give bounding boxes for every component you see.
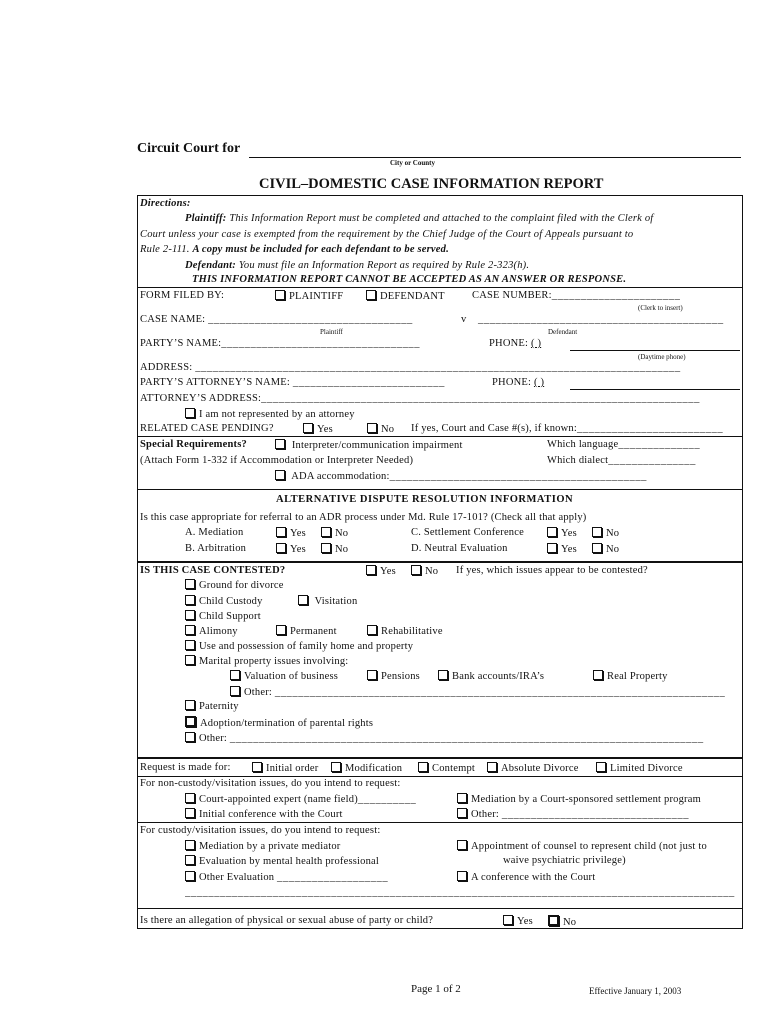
real-property-option[interactable] bbox=[593, 670, 668, 682]
checkbox-icon[interactable] bbox=[185, 855, 195, 865]
box-top bbox=[137, 195, 743, 196]
adr-mediation-yes[interactable] bbox=[276, 527, 306, 539]
checkbox-icon[interactable] bbox=[321, 527, 331, 537]
checkbox-icon[interactable] bbox=[596, 762, 606, 772]
adr-heading: ALTERNATIVE DISPUTE RESOLUTION INFORMATION bbox=[276, 494, 574, 505]
related-yes-label: Yes bbox=[317, 424, 333, 435]
attorney-name-label: PARTY’S ATTORNEY’S NAME: bbox=[140, 377, 291, 388]
plaintiff-option-label: PLAINTIFF bbox=[289, 291, 344, 302]
plaintiff-direction-line3 bbox=[140, 244, 449, 255]
yes-label: Yes bbox=[290, 528, 306, 539]
divider bbox=[137, 287, 743, 288]
divider bbox=[137, 757, 743, 759]
option-label: Ground for divorce bbox=[199, 580, 284, 591]
defendant-option-label: DEFENDANT bbox=[380, 291, 445, 302]
checkbox-icon[interactable] bbox=[366, 290, 376, 300]
checkbox-icon[interactable] bbox=[185, 408, 195, 418]
versus-text: v bbox=[461, 314, 467, 325]
related-case-details[interactable] bbox=[411, 423, 723, 434]
checkbox-icon[interactable] bbox=[593, 670, 603, 680]
attach-note: (Attach Form 1-332 if Accommodation or Interpreter Needed) bbox=[140, 455, 414, 466]
defendant-direction-text: You must file an Information Report as required by Rule 2-323(h). bbox=[238, 260, 530, 271]
yes-label: Yes bbox=[290, 544, 306, 555]
checkbox-icon[interactable] bbox=[457, 808, 467, 818]
valuation-option[interactable] bbox=[230, 670, 338, 682]
option-label: Other: bbox=[244, 687, 273, 698]
plaintiff-direction-line1 bbox=[185, 213, 653, 224]
visitation-option[interactable] bbox=[298, 595, 357, 607]
checkbox-icon[interactable] bbox=[185, 595, 195, 605]
interpreter-label: Interpreter/communication impairment bbox=[291, 440, 463, 451]
no-label: No bbox=[425, 566, 439, 577]
adr-neutral-label: D. Neutral Evaluation bbox=[411, 543, 508, 554]
other-evaluation-option[interactable] bbox=[185, 871, 388, 883]
checkbox-icon[interactable] bbox=[185, 732, 195, 742]
checkbox-icon[interactable] bbox=[503, 915, 513, 925]
checkbox-icon[interactable] bbox=[185, 640, 195, 650]
form-filed-label: FORM FILED BY: bbox=[140, 290, 225, 301]
box-bottom bbox=[137, 928, 743, 929]
other-blank[interactable]: _________________________________________________________________________________ bbox=[229, 733, 704, 744]
yes-label: Yes bbox=[517, 916, 533, 927]
plaintiff-direction-label: Plaintiff: bbox=[185, 213, 227, 224]
option-label: Initial order bbox=[266, 763, 319, 774]
related-case-label: RELATED CASE PENDING? bbox=[140, 423, 274, 434]
checkbox-icon[interactable] bbox=[457, 871, 467, 881]
defendant-direction bbox=[185, 260, 529, 271]
page-title: CIVIL–DOMESTIC CASE INFORMATION REPORT bbox=[259, 176, 604, 192]
option-label: Child Custody bbox=[199, 596, 263, 607]
dialect-label: Which dialect bbox=[547, 455, 609, 466]
no-label: No bbox=[563, 917, 577, 928]
rehabilitative-option[interactable] bbox=[367, 625, 443, 637]
not-represented-label: I am not represented by an attorney bbox=[199, 409, 355, 420]
option-label: Child Support bbox=[199, 611, 261, 622]
adr-question: Is this case appropriate for referral to an ADR process under Md. Rule 17-101? (Check all that apply) bbox=[140, 512, 587, 523]
checkbox-icon[interactable] bbox=[487, 762, 497, 772]
case-name-field[interactable] bbox=[140, 314, 413, 325]
non-custody-question: For non-custody/visitation issues, do you intend to request: bbox=[140, 778, 401, 789]
checkbox-icon[interactable] bbox=[321, 543, 331, 553]
plaintiff-direction-text1: This Information Report must be completed and attached to the complaint filed with the Clerk of bbox=[229, 213, 654, 224]
case-number-blank[interactable]: ______________________ bbox=[551, 290, 681, 301]
checkbox-icon[interactable] bbox=[548, 915, 559, 926]
option-label: Mediation by a Court-sponsored settlement program bbox=[471, 794, 701, 805]
other-blank[interactable]: ________________________________ bbox=[501, 809, 690, 820]
related-case-blank[interactable]: _________________________ bbox=[576, 423, 724, 434]
option-label: Alimony bbox=[199, 626, 238, 637]
dialect-field[interactable] bbox=[547, 455, 696, 466]
adr-neutral-no[interactable] bbox=[592, 543, 619, 555]
attorney-address-label: ATTORNEY’S ADDRESS: bbox=[140, 393, 262, 404]
abuse-question: Is there an allegation of physical or sexual abuse of party or child? bbox=[140, 915, 434, 926]
other-blank[interactable]: _____________________________________________________________________________ bbox=[274, 687, 726, 698]
defendant-option[interactable] bbox=[366, 290, 445, 302]
option-label: Other: bbox=[471, 809, 500, 820]
checkbox-icon[interactable] bbox=[303, 423, 313, 433]
yes-label: Yes bbox=[380, 566, 396, 577]
contested-other-option[interactable] bbox=[185, 732, 740, 744]
divider bbox=[137, 776, 743, 777]
adr-neutral-yes[interactable] bbox=[547, 543, 577, 555]
rule-text: Rule 2-111. bbox=[140, 244, 190, 255]
option-label: A conference with the Court bbox=[471, 872, 596, 883]
checkbox-icon[interactable] bbox=[185, 700, 195, 710]
attorney-phone-line bbox=[570, 389, 740, 390]
attorney-address-field[interactable] bbox=[140, 393, 700, 404]
plaintiff-sublabel: Plaintiff bbox=[320, 328, 343, 336]
option-label: Pensions bbox=[381, 671, 420, 682]
checkbox-icon[interactable] bbox=[547, 543, 557, 553]
party-name-field[interactable] bbox=[140, 338, 420, 349]
alimony-option[interactable] bbox=[185, 625, 238, 637]
no-label: No bbox=[606, 528, 620, 539]
other-evaluation-blank[interactable]: ___________________ bbox=[277, 872, 389, 883]
court-expert-blank[interactable]: __________ bbox=[357, 794, 417, 805]
related-if-yes-label: If yes, Court and Case #(s), if known: bbox=[411, 423, 577, 434]
related-no-label: No bbox=[381, 424, 395, 435]
adr-arbitration-label: B. Arbitration bbox=[185, 543, 247, 554]
plaintiff-direction-text2: Court unless your case is exempted from the requirement by the Chief Judge of the Court of Appeals pursuant to bbox=[140, 229, 634, 240]
interpreter-option[interactable] bbox=[275, 439, 463, 451]
contested-question: If yes, which issues appear to be contested? bbox=[456, 565, 648, 576]
option-label: Limited Divorce bbox=[610, 763, 683, 774]
checkbox-icon[interactable] bbox=[276, 625, 286, 635]
adr-settlement-no[interactable] bbox=[592, 527, 619, 539]
language-label: Which language bbox=[547, 439, 619, 450]
adr-settlement-label: C. Settlement Conference bbox=[411, 527, 524, 538]
yes-label: Yes bbox=[561, 544, 577, 555]
attorney-name-field[interactable] bbox=[140, 377, 445, 388]
clerk-note: (Clerk to insert) bbox=[638, 304, 683, 312]
option-label: Other: bbox=[199, 733, 228, 744]
checkbox-icon[interactable] bbox=[185, 716, 196, 727]
contempt-option[interactable] bbox=[418, 762, 475, 774]
option-label: Adoption/termination of parental rights bbox=[200, 718, 374, 729]
divider bbox=[137, 436, 743, 437]
checkbox-icon[interactable] bbox=[185, 840, 195, 850]
language-field[interactable] bbox=[547, 439, 700, 450]
party-phone-label: PHONE: bbox=[489, 338, 529, 349]
dialect-blank[interactable]: _______________ bbox=[608, 455, 696, 466]
related-yes-option[interactable] bbox=[303, 423, 333, 435]
option-label: Modification bbox=[345, 763, 403, 774]
checkbox-icon[interactable] bbox=[275, 439, 285, 449]
mediation-court-option[interactable] bbox=[457, 793, 701, 805]
page-number: Page 1 of 2 bbox=[411, 983, 461, 995]
effective-date: Effective January 1, 2003 bbox=[589, 986, 682, 996]
divider bbox=[137, 822, 743, 823]
ada-label: ADA accommodation: bbox=[291, 471, 390, 482]
mental-health-option[interactable] bbox=[185, 855, 379, 867]
adr-arbitration-yes[interactable] bbox=[276, 543, 306, 555]
special-requirements-label: Special Requirements? bbox=[140, 439, 247, 450]
marital-other-option[interactable] bbox=[230, 686, 740, 698]
waive-privilege-text: waive psychiatric privilege) bbox=[503, 855, 626, 866]
checkbox-icon[interactable] bbox=[185, 655, 195, 665]
checkbox-icon[interactable] bbox=[418, 762, 428, 772]
checkbox-icon[interactable] bbox=[185, 579, 195, 589]
request-label: Request is made for: bbox=[140, 762, 231, 773]
attorney-phone-label: PHONE: bbox=[492, 377, 532, 388]
divider bbox=[137, 489, 743, 490]
party-phone-value[interactable]: ( ) bbox=[530, 338, 542, 349]
option-label: Paternity bbox=[199, 701, 239, 712]
case-name-defendant-blank[interactable]: __________________________________________ bbox=[478, 314, 724, 325]
attorney-address-blank[interactable]: ___________________________________________________________________________ bbox=[261, 393, 700, 404]
option-label: Contempt bbox=[432, 763, 476, 774]
party-phone-field[interactable] bbox=[489, 338, 541, 349]
yes-label: Yes bbox=[561, 528, 577, 539]
custody-other-blank[interactable]: ______________________________________________________________________________________________ bbox=[185, 887, 735, 898]
option-label: Real Property bbox=[607, 671, 668, 682]
adr-mediation-no[interactable] bbox=[321, 527, 348, 539]
checkbox-icon[interactable] bbox=[457, 840, 467, 850]
checkbox-icon[interactable] bbox=[252, 762, 262, 772]
related-no-option[interactable] bbox=[367, 423, 394, 435]
option-label: Bank accounts/IRA’s bbox=[452, 671, 545, 682]
option-label: Marital property issues involving: bbox=[199, 656, 349, 667]
court-sublabel: City or County bbox=[390, 159, 435, 167]
adoption-option[interactable] bbox=[185, 716, 373, 729]
checkbox-icon[interactable] bbox=[230, 670, 240, 680]
case-number-label: CASE NUMBER: bbox=[472, 290, 552, 301]
checkbox-icon[interactable] bbox=[366, 565, 376, 575]
abuse-yes-option[interactable] bbox=[503, 915, 533, 927]
option-label: Rehabilitative bbox=[381, 626, 443, 637]
copy-note: A copy must be included for each defendant to be served. bbox=[192, 244, 449, 255]
address-label: ADDRESS: bbox=[140, 362, 193, 373]
case-number-field[interactable] bbox=[472, 290, 680, 301]
plaintiff-option[interactable] bbox=[275, 290, 343, 302]
ada-blank[interactable]: ____________________________________________ bbox=[389, 471, 648, 482]
no-label: No bbox=[335, 544, 349, 555]
court-expert-option[interactable] bbox=[185, 793, 416, 805]
address-field[interactable] bbox=[140, 362, 681, 373]
attorney-name-blank[interactable]: __________________________ bbox=[292, 377, 445, 388]
divider bbox=[137, 561, 743, 563]
checkbox-icon[interactable] bbox=[185, 610, 195, 620]
contested-yes-option[interactable] bbox=[366, 565, 396, 577]
directions-label: Directions: bbox=[140, 198, 191, 209]
checkbox-icon[interactable] bbox=[592, 527, 602, 537]
phone-line bbox=[570, 350, 740, 351]
ada-option[interactable] bbox=[275, 470, 647, 482]
attorney-phone-value[interactable]: ( ) bbox=[533, 377, 545, 388]
checkbox-icon[interactable] bbox=[185, 808, 195, 818]
checkbox-icon[interactable] bbox=[230, 686, 240, 696]
defendant-direction-label: Defendant: bbox=[185, 260, 236, 271]
checkbox-icon[interactable] bbox=[457, 793, 467, 803]
checkbox-icon[interactable] bbox=[367, 670, 377, 680]
paternity-option[interactable] bbox=[185, 700, 239, 712]
absolute-divorce-option[interactable] bbox=[487, 762, 579, 774]
address-blank[interactable]: ___________________________________________________________________________________ bbox=[195, 362, 681, 373]
use-possession-option[interactable] bbox=[185, 640, 413, 652]
modification-option[interactable] bbox=[331, 762, 402, 774]
no-label: No bbox=[335, 528, 349, 539]
option-label: Court-appointed expert (name field) bbox=[199, 794, 358, 805]
case-name-label: CASE NAME: bbox=[140, 314, 206, 325]
conference-court-option[interactable] bbox=[457, 871, 595, 883]
party-name-label: PARTY’S NAME: bbox=[140, 338, 222, 349]
party-name-blank[interactable]: __________________________________ bbox=[221, 338, 421, 349]
option-label: Mediation by a private mediator bbox=[199, 841, 341, 852]
marital-property-option[interactable] bbox=[185, 655, 348, 667]
abuse-no-option[interactable] bbox=[548, 915, 576, 928]
case-name-plaintiff-blank[interactable]: ___________________________________ bbox=[208, 314, 413, 325]
option-label: Absolute Divorce bbox=[501, 763, 579, 774]
child-custody-option[interactable] bbox=[185, 595, 263, 607]
no-label: No bbox=[606, 544, 620, 555]
counsel-child-option[interactable] bbox=[457, 840, 707, 852]
adr-settlement-yes[interactable] bbox=[547, 527, 577, 539]
bank-accounts-option[interactable] bbox=[438, 670, 544, 682]
initial-order-option[interactable] bbox=[252, 762, 318, 774]
limited-divorce-option[interactable] bbox=[596, 762, 683, 774]
adr-arbitration-no[interactable] bbox=[321, 543, 348, 555]
custody-question: For custody/visitation issues, do you intend to request: bbox=[140, 825, 381, 836]
checkbox-icon[interactable] bbox=[367, 423, 377, 433]
option-label: Other Evaluation bbox=[199, 872, 275, 883]
court-label: Circuit Court for bbox=[137, 141, 241, 156]
checkbox-icon[interactable] bbox=[298, 595, 308, 605]
divider bbox=[137, 908, 743, 909]
checkbox-icon[interactable] bbox=[275, 290, 285, 300]
not-represented-option[interactable] bbox=[185, 408, 355, 420]
defendant-sublabel: Defendant bbox=[548, 328, 578, 336]
pensions-option[interactable] bbox=[367, 670, 420, 682]
checkbox-icon[interactable] bbox=[276, 543, 286, 553]
warning-text: THIS INFORMATION REPORT CANNOT BE ACCEPTED AS AN ANSWER OR RESPONSE. bbox=[192, 274, 627, 285]
child-support-option[interactable] bbox=[185, 610, 261, 622]
option-label: Appointment of counsel to represent child (not just to bbox=[471, 841, 707, 852]
attorney-phone-field[interactable] bbox=[492, 377, 544, 388]
option-label: Evaluation by mental health professional bbox=[199, 856, 380, 867]
ground-divorce-option[interactable] bbox=[185, 579, 284, 591]
checkbox-icon[interactable] bbox=[275, 470, 285, 480]
checkbox-icon[interactable] bbox=[367, 625, 377, 635]
checkbox-icon[interactable] bbox=[185, 793, 195, 803]
option-label: Permanent bbox=[290, 626, 337, 637]
private-mediator-option[interactable] bbox=[185, 840, 341, 852]
daytime-phone-note: (Daytime phone) bbox=[638, 353, 686, 361]
permanent-option[interactable] bbox=[276, 625, 337, 637]
checkbox-icon[interactable] bbox=[276, 527, 286, 537]
option-label: Valuation of business bbox=[244, 671, 339, 682]
option-label: Use and possession of family home and property bbox=[199, 641, 414, 652]
checkbox-icon[interactable] bbox=[185, 871, 195, 881]
adr-mediation-label: A. Mediation bbox=[185, 527, 244, 538]
checkbox-icon[interactable] bbox=[331, 762, 341, 772]
option-label: Initial conference with the Court bbox=[199, 809, 343, 820]
initial-conference-option[interactable] bbox=[185, 808, 343, 820]
checkbox-icon[interactable] bbox=[592, 543, 602, 553]
option-label: Visitation bbox=[314, 596, 358, 607]
contested-no-option[interactable] bbox=[411, 565, 438, 577]
checkbox-icon[interactable] bbox=[438, 670, 448, 680]
checkbox-icon[interactable] bbox=[411, 565, 421, 575]
non-custody-other-option[interactable] bbox=[457, 808, 740, 820]
contested-label: IS THIS CASE CONTESTED? bbox=[140, 565, 286, 576]
court-name-line[interactable] bbox=[249, 157, 741, 158]
language-blank[interactable]: ______________ bbox=[618, 439, 701, 450]
checkbox-icon[interactable] bbox=[185, 625, 195, 635]
checkbox-icon[interactable] bbox=[547, 527, 557, 537]
